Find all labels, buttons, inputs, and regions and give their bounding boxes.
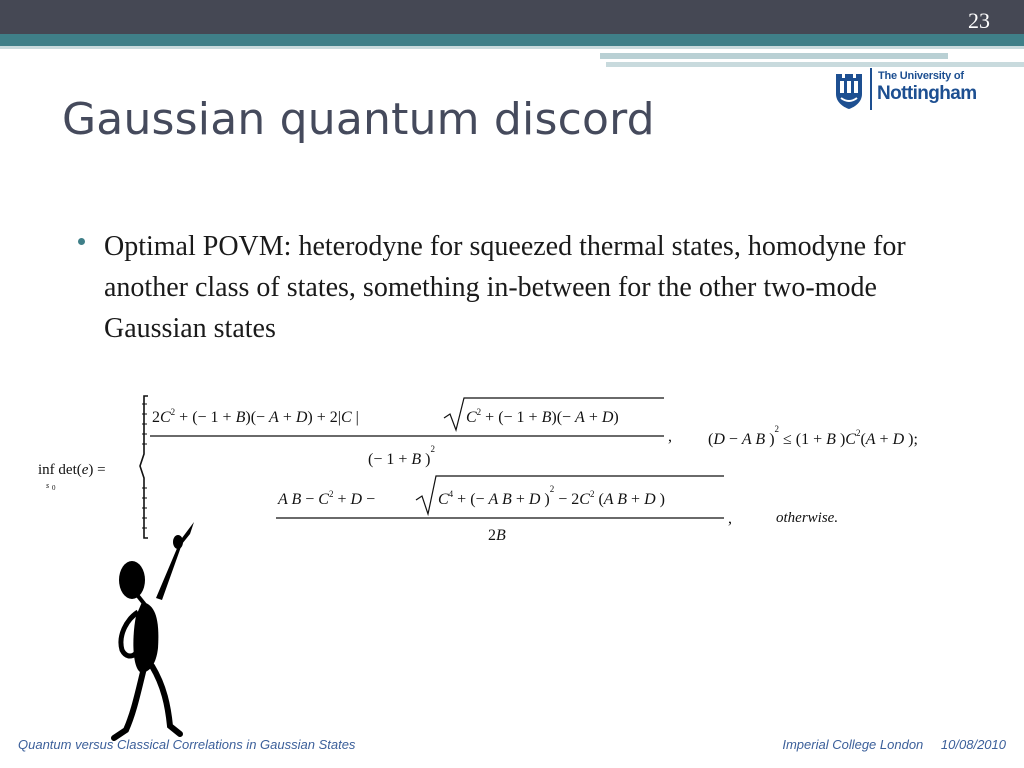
header-band-light — [0, 46, 1024, 49]
university-logo — [830, 66, 990, 114]
svg-text:inf det(e) =: inf det(e) = — [38, 462, 106, 478]
svg-text:C2 + (− 1 + B)(− A + D): $C^2$ + (− 1 + B)(− A + D) — [466, 407, 619, 426]
slide-title: Gaussian quantum discord — [62, 94, 655, 145]
bullet-item — [78, 226, 978, 349]
svg-text:,: , — [728, 510, 732, 527]
footer-date: 10/08/2010 — [940, 737, 1006, 752]
svg-text:s: s — [46, 481, 50, 490]
svg-text:(− 1 + B )2: (− 1 + B )$^2$ — [368, 444, 435, 468]
header-band-teal — [0, 34, 1024, 46]
svg-text:C4 + (− A B + D )2 − 2C2 (A B: $C^4$ + (− A B + D )$^2 - 2C^2$ (A B + D ) — [438, 484, 665, 508]
svg-text:2B: 2B — [488, 527, 506, 544]
logo-text-line1: The University of — [878, 70, 964, 82]
bullet-dot-icon — [78, 238, 85, 245]
svg-text:0: 0 — [52, 484, 56, 492]
footer-institution: Imperial College London — [782, 737, 924, 752]
logo-text-line2: Nottingham — [877, 83, 977, 104]
svg-text:,: , — [668, 428, 672, 445]
slide-number: 23 — [968, 8, 990, 33]
footer-talk-title: Quantum versus Classical Correlations in Gaussian States — [18, 737, 356, 752]
header-band-dark — [0, 0, 1024, 34]
logo-divider — [870, 68, 872, 110]
header-stripe — [600, 53, 948, 59]
bullet-text: Optimal POVM: heterodyne for squeezed thermal states, homodyne for another class of states, something in-between for the other two-mode Gaussian states — [104, 231, 906, 344]
bullet-list — [78, 226, 978, 349]
pointing-figure-icon — [108, 516, 208, 746]
svg-text:2C2 + (− 1 + B)(− A + D) + 2|C: $2C^2$ + (− 1 + B)(− A + D) + 2|C | — [152, 407, 359, 426]
svg-text:A B − C2 + D −: A $B - C^2 + D$ − — [278, 489, 376, 508]
svg-text:(D − A B )2 ≤ (1 + B )C2(A: (D − A B )$^2$ ≤ (1 + B )$C^2(A + D$ ); — [708, 424, 918, 448]
crest-icon — [833, 68, 865, 110]
footer-right — [782, 737, 1006, 752]
svg-text:otherwise.: otherwise. — [776, 510, 839, 526]
